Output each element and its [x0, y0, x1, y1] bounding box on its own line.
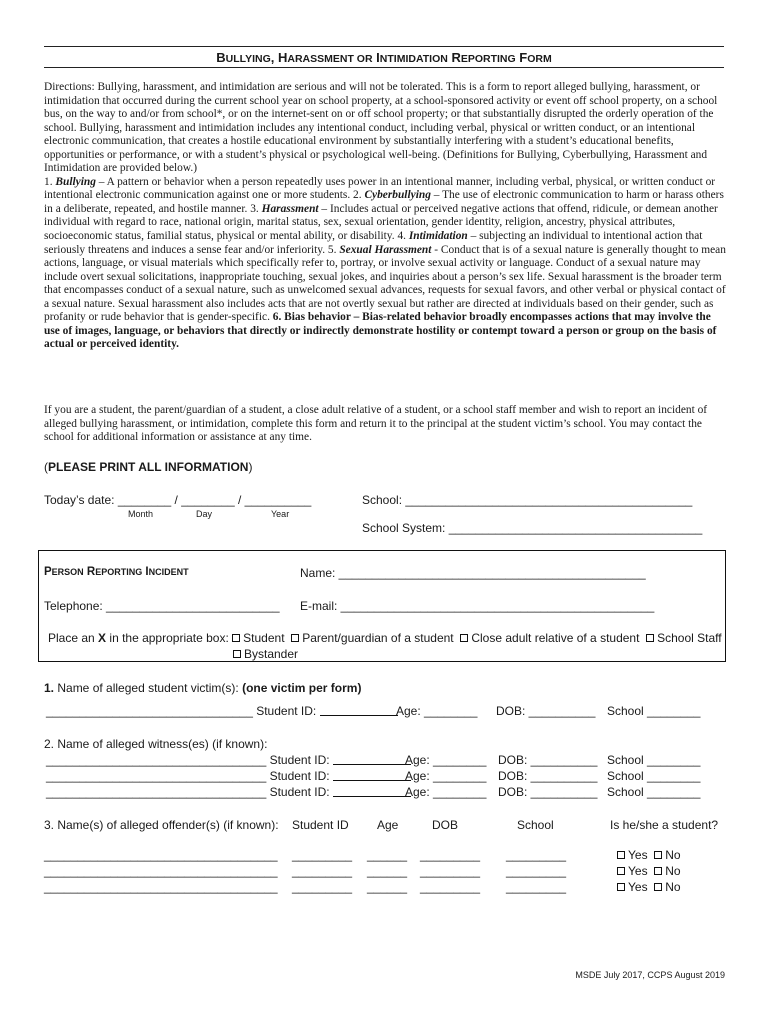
student-checkbox[interactable]: [232, 634, 240, 642]
offender-age-field[interactable]: ______: [367, 848, 408, 862]
school-field[interactable]: School: ___________________________________________: [362, 493, 693, 507]
offender-id-field[interactable]: _________: [292, 848, 353, 862]
offender-student-yes-no: Yes No: [617, 880, 681, 894]
offender-name-field[interactable]: ___________________________________: [44, 864, 278, 878]
directions-paragraph: Directions: Bullying, harassment, and intimidation are serious and will not be tolerated. This is a form to report alleged bullying, harassment, or intimidation that occurred during the current school year on school property, at a school-sponsored activity or event off school property, on a school bus, on the way to and/or from school*, or on the internet-sent on or off school property; or that substantially disrupted the orderly operation of the school. Bullying, harassment and intimidation includes any intentional conduct, including verbal, physical or written conduct, or an intentional electronic communication, that creates a hostile educational environment by substantially interfering with a student’s educational benefits, opportunities or performance, or with a student’s physical or psychological well-being. (Definitions for Bullying, Cyberbullying, Harassment and Intimidation are provided below.) 1. Bullying – A pattern or behavior when a person repeatedly uses power in an intentional manner, including verbal, physical, or written conduct or intentional electronic communication against one or more students. 2. Cyberbullying – The use of electronic communication to harm or harass others in a deliberate, repeated, and hostile manner. 3. Harassment – Includes actual or perceived negative actions that offend, ridicule, or demean another individual with regard to race, national origin, marital status, sex, sexual orientation, gender identity, religion, ancestry, physical attributes, socioeconomic status, familial status, physical or mental ability, or disability. 4. Intimidation – subjecting an individual to intentional action that seriously threatens and induces a sense fear and/or inferiority. 5. Sexual Harassment - Conduct that is of a sexual nature is generally thought to mean actions, language, or visual materials which specifically refer to, portray, or involve sexual activity or language. Conduct of a sexual nature may include overt sexual solicitations, inappropriate touching, sexual jokes, and inquiries about a person’s sex life. Sexual harassment is the broader term that encompasses conduct of a sexual nature, such as unwelcomed sexual advances, requests for sexual favors, and other verbal or physical contact of a sexual nature. Sexual harassment also includes acts that are not overtly sexual but rather are directed at individuals based on their gender, such as profanity or rude behavior that is gender-specific. 6. Bias behavior – Bias-related behavior broadly encompasses actions that may involve the use of images, language, or behaviors that directly or indirectly demonstrate hostility or contempt toward a person or group on the basis of actual or perceived identity.: [44, 81, 726, 351]
offender-col-is-student: Is he/she a student?: [610, 818, 719, 832]
month-caption: Month: [128, 509, 154, 519]
offender-student-yes-no: Yes No: [617, 864, 681, 878]
reporter-heading: PERSON REPORTING INCIDENT: [44, 566, 189, 578]
offender-dob-field[interactable]: _________: [420, 864, 481, 878]
offender-school-field[interactable]: _________: [506, 864, 567, 878]
offender-col-school: School: [517, 818, 554, 832]
day-caption: Day: [196, 509, 213, 519]
witness-school-field[interactable]: School ________: [607, 785, 701, 799]
witness-age-field[interactable]: Age: ________: [405, 753, 487, 767]
witness-dob-field[interactable]: DOB: __________: [498, 769, 598, 783]
offender-student-yes-no: Yes No: [617, 848, 681, 862]
no-checkbox[interactable]: [654, 883, 662, 891]
victim-age-field[interactable]: Age: ________: [396, 704, 478, 718]
offender-dob-field[interactable]: _________: [420, 848, 481, 862]
no-checkbox[interactable]: [654, 867, 662, 875]
witness-school-field[interactable]: School ________: [607, 769, 701, 783]
form-title: BULLYING, HARASSMENT OR INTIMIDATION REPORTING FORM: [216, 50, 552, 65]
instructions-paragraph: If you are a student, the parent/guardian of a student, a close adult relative of a student, or a school staff member and wish to report an incident of alleged bullying harassment, or intimidation, complete this form and return it to the principal at the student victim’s school. You may contact the school for additional information or assistance at any time.: [44, 404, 708, 444]
witness-dob-field[interactable]: DOB: __________: [498, 753, 598, 767]
email-field[interactable]: E-mail: _______________________________________________: [300, 599, 655, 613]
year-caption: Year: [271, 509, 290, 519]
witness-row[interactable]: _________________________________ Student ID:: [46, 769, 411, 783]
offender-col-dob: DOB: [432, 818, 459, 832]
bystander-option: Bystander: [233, 647, 298, 661]
offender-school-field[interactable]: _________: [506, 848, 567, 862]
witness-age-field[interactable]: Age: ________: [405, 785, 487, 799]
print-all-note: (PLEASE PRINT ALL INFORMATION): [44, 460, 253, 474]
witness-row[interactable]: _________________________________ Student ID:: [46, 753, 411, 767]
offender-age-field[interactable]: ______: [367, 880, 408, 894]
offender-name-field[interactable]: ___________________________________: [44, 848, 278, 862]
footer-version: MSDE July 2017, CCPS August 2019: [575, 970, 725, 980]
offender-id-field[interactable]: _________: [292, 864, 353, 878]
offender-heading: 3. Name(s) of alleged offender(s) (if known):: [44, 818, 279, 832]
bystander-checkbox[interactable]: [233, 650, 241, 658]
victim-heading: 1. Name of alleged student victim(s): (one victim per form): [44, 681, 362, 695]
reporter-role-options: Place an X in the appropriate box: Student Parent/guardian of a student Close adult relative of a student School Staff: [48, 631, 722, 645]
yes-checkbox[interactable]: [617, 883, 625, 891]
top-rule: [44, 46, 724, 47]
offender-school-field[interactable]: _________: [506, 880, 567, 894]
offender-id-field[interactable]: _________: [292, 880, 353, 894]
school-system-field[interactable]: School System: ______________________________________: [362, 521, 703, 535]
staff-checkbox[interactable]: [646, 634, 654, 642]
relative-checkbox[interactable]: [460, 634, 468, 642]
telephone-field[interactable]: Telephone: __________________________: [44, 599, 280, 613]
witness-row[interactable]: _________________________________ Student ID:: [46, 785, 411, 799]
parent-checkbox[interactable]: [291, 634, 299, 642]
victim-name-field[interactable]: _______________________________ Student ID:: [46, 704, 398, 718]
victim-dob-field[interactable]: DOB: __________: [496, 704, 596, 718]
yes-checkbox[interactable]: [617, 867, 625, 875]
witness-heading: 2. Name of alleged witness(es) (if known):: [44, 737, 268, 751]
offender-dob-field[interactable]: _________: [420, 880, 481, 894]
offender-col-student-id: Student ID: [292, 818, 349, 832]
offender-age-field[interactable]: ______: [367, 864, 408, 878]
yes-checkbox[interactable]: [617, 851, 625, 859]
witness-age-field[interactable]: Age: ________: [405, 769, 487, 783]
todays-date-field[interactable]: Today’s date: ________ / ________ / __________: [44, 493, 312, 507]
offender-name-field[interactable]: ___________________________________: [44, 880, 278, 894]
reporter-name-field[interactable]: Name: ______________________________________________: [300, 566, 646, 580]
victim-school-field[interactable]: School ________: [607, 704, 701, 718]
no-checkbox[interactable]: [654, 851, 662, 859]
witness-school-field[interactable]: School ________: [607, 753, 701, 767]
offender-col-age: Age: [377, 818, 399, 832]
title-rule: [44, 67, 724, 68]
witness-dob-field[interactable]: DOB: __________: [498, 785, 598, 799]
